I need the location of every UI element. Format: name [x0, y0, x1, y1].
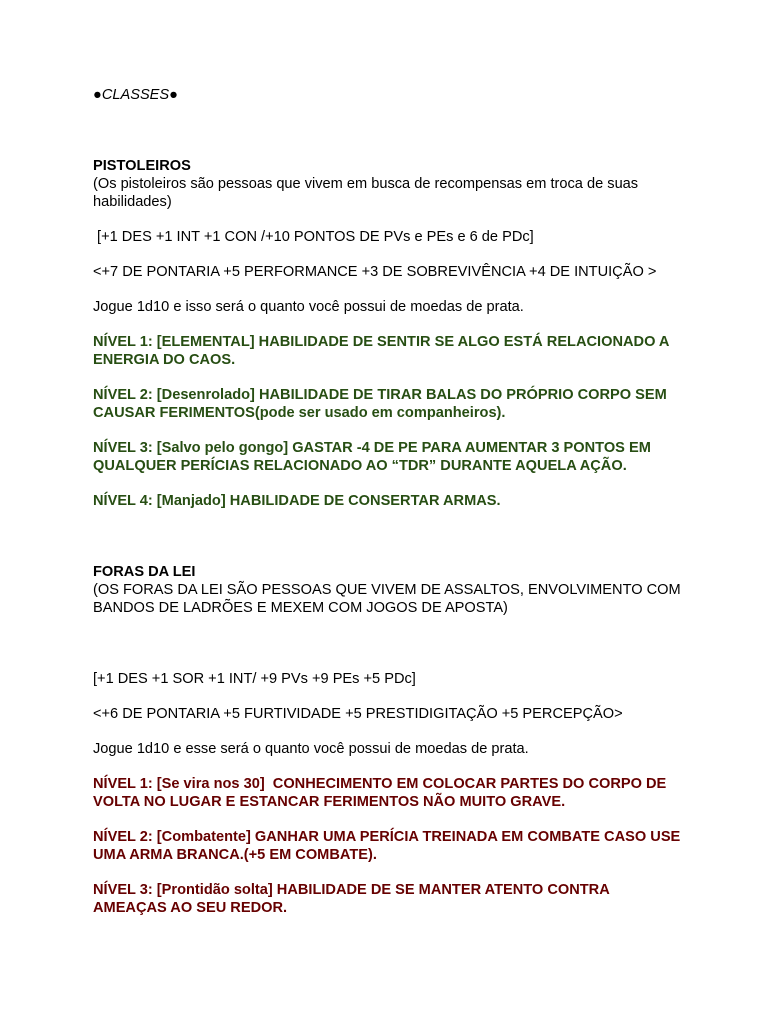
- section-attributes: [+1 DES +1 SOR +1 INT/ +9 PVs +9 PEs +5 PDc]: [93, 671, 416, 687]
- section-description: (OS FORAS DA LEI SÃO PESSOAS QUE VIVEM DE ASSALTOS, ENVOLVIMENTO COM BANDOS DE LADRÕES E MEXEM COM JOGOS DE APOSTA): [93, 582, 681, 616]
- level-2: NÍVEL 2: [Desenrolado] HABILIDADE DE TIRAR BALAS DO PRÓPRIO CORPO SEM CAUSAR FERIMENTOS(pode ser usado em companheiros).: [93, 387, 667, 421]
- level-2: NÍVEL 2: [Combatente] GANHAR UMA PERÍCIA TREINADA EM COMBATE CASO USE UMA ARMA BRANCA.(+5 EM COMBATE).: [93, 829, 681, 863]
- level-1: NÍVEL 1: [ELEMENTAL] HABILIDADE DE SENTIR SE ALGO ESTÁ RELACIONADO A ENERGIA DO CAOS.: [93, 334, 669, 368]
- section-skills: <+6 DE PONTARIA +5 FURTIVIDADE +5 PRESTIDIGITAÇÃO +5 PERCEPÇÃO>: [93, 706, 623, 722]
- document-page: [93, 86, 683, 917]
- section-skills: <+7 DE PONTARIA +5 PERFORMANCE +3 DE SOBREVIVÊNCIA +4 DE INTUIÇÃO >: [93, 264, 657, 280]
- section-title: FORAS DA LEI: [93, 564, 196, 580]
- section-description: (Os pistoleiros são pessoas que vivem em busca de recompensas em troca de suas habilidades): [93, 176, 639, 210]
- section-foras-da-lei: [93, 563, 683, 917]
- section-attributes: [+1 DES +1 INT +1 CON /+10 PONTOS DE PVs e PEs e 6 de PDc]: [93, 229, 534, 245]
- section-coins: Jogue 1d10 e isso será o quanto você possui de moedas de prata.: [93, 299, 524, 315]
- level-3: NÍVEL 3: [Prontidão solta] HABILIDADE DE SE MANTER ATENTO CONTRA AMEAÇAS AO SEU REDOR.: [93, 882, 610, 916]
- section-title: PISTOLEIROS: [93, 158, 191, 174]
- classes-heading: ●CLASSES●: [93, 87, 178, 103]
- section-coins: Jogue 1d10 e esse será o quanto você possui de moedas de prata.: [93, 741, 529, 757]
- section-pistoleiros: [93, 157, 683, 510]
- level-1: NÍVEL 1: [Se vira nos 30] CONHECIMENTO EM COLOCAR PARTES DO CORPO DE VOLTA NO LUGAR E ESTANCAR FERIMENTOS NÃO MUITO GRAVE.: [93, 776, 671, 810]
- level-4: NÍVEL 4: [Manjado] HABILIDADE DE CONSERTAR ARMAS.: [93, 493, 501, 509]
- level-3: NÍVEL 3: [Salvo pelo gongo] GASTAR -4 DE PE PARA AUMENTAR 3 PONTOS EM QUALQUER PERÍCIAS RELACIONADO AO “TDR” DURANTE AQUELA AÇÃO.: [93, 440, 651, 474]
